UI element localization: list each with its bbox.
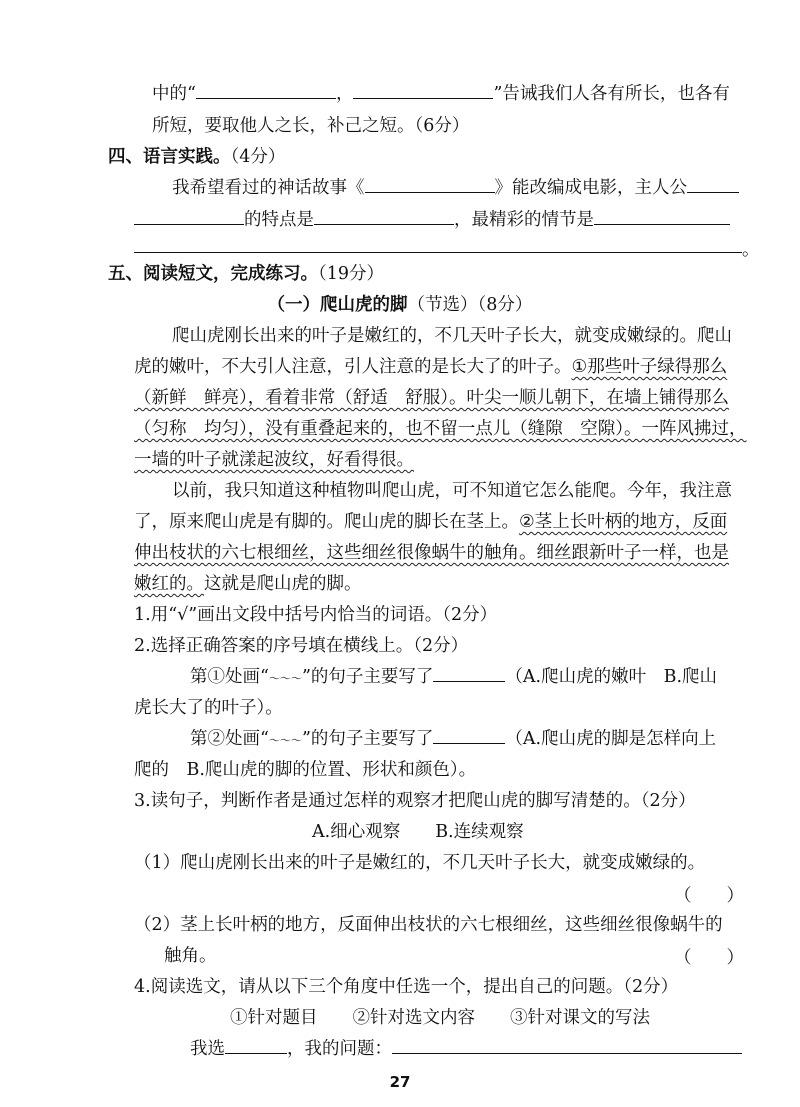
question-1: 1.用“√”画出文段中括号内恰当的词语。（2分）: [134, 605, 498, 625]
passage-line: 爬山虎刚长出来的叶子是嫩红的，不几天叶子长大，就变成嫩绿的。爬山: [172, 326, 732, 346]
passage-line: 了，原来爬山虎是有脚的。爬山虎的脚长在茎上。②茎上长叶柄的地方，反面: [134, 512, 728, 532]
passage-line: （新鲜 鲜亮），看着非常（舒适 舒服）。叶尖一顺儿朝下，在墙上铺得那么: [134, 388, 729, 408]
passage-line: 伸出枝状的六七根细丝，这些细丝很像蜗牛的触角。细丝跟新叶子一样，也是: [134, 543, 729, 563]
passage-line: 以前，我只知道这种植物叫爬山虎，可不知道它怎么能爬。今年，我注意: [172, 481, 732, 501]
question-2a: 第①处画“～～～”的句子主要写了 （A.爬山虎的嫩叶 B.爬山: [190, 667, 718, 687]
question-3-item-1: （1）爬山虎刚长出来的叶子是嫩红的，不几天叶子长大，就变成嫩绿的。: [134, 853, 706, 873]
section-4-heading: 四、语言实践。（4分）: [108, 147, 286, 167]
text-line-4: 的特点是 ，最精彩的情节是: [134, 208, 730, 232]
question-4-answer: 我选 ，我的问题：: [190, 1037, 742, 1061]
question-3-item-2: （2）茎上长叶柄的地方，反面伸出枝状的六七根细丝，这些细丝很像蜗牛的: [134, 915, 723, 935]
answer-blank[interactable]: [314, 224, 454, 225]
question-3-item-2-cont: 触角。: [164, 946, 217, 966]
passage-line: 一墙的叶子就漾起波纹，好看得很。: [134, 450, 414, 470]
answer-blank[interactable]: [365, 192, 495, 193]
answer-parentheses[interactable]: （ ）: [674, 886, 744, 906]
answer-blank[interactable]: [196, 98, 336, 99]
text-line-1: 中的“ ， ”告诫我们人各有所长，也各有: [152, 84, 730, 104]
question-2a-cont: 虎长大了的叶子）。: [134, 698, 283, 718]
question-2: 2.选择正确答案的序号填在横线上。（2分）: [134, 636, 469, 656]
answer-blank[interactable]: [687, 192, 739, 193]
passage-line: （匀称 均匀），没有重叠起来的，也不留一点儿（缝隙 空隙）。一阵风拂过，: [134, 419, 747, 439]
text-line-2: 所短，要取他人之长，补己之短。（6分）: [152, 116, 470, 136]
answer-line[interactable]: [134, 252, 742, 253]
line-end-period: 。: [742, 240, 760, 260]
text-line-3: 我希望看过的神话故事《 》能改编成电影，主人公: [172, 176, 739, 200]
question-2b: 第②处画“～～～”的句子主要写了 （A.爬山虎的脚是怎样向上: [190, 729, 717, 749]
passage-line: 嫩红的。这就是爬山虎的脚。: [134, 574, 362, 594]
answer-blank[interactable]: [353, 98, 493, 99]
question-3: 3.读句子，判断作者是通过怎样的观察才把爬山虎的脚写清楚的。（2分）: [134, 791, 696, 811]
answer-blank[interactable]: [392, 1053, 742, 1054]
question-4-options: ①针对题目 ②针对选文内容 ③针对课文的写法: [230, 1008, 650, 1028]
answer-blank[interactable]: [433, 681, 505, 682]
section-5-heading: 五、阅读短文，完成练习。（19分）: [108, 264, 385, 284]
answer-parentheses[interactable]: （ ）: [674, 948, 744, 968]
passage-title: （一）爬山虎的脚（节选）（8分）: [267, 295, 533, 315]
question-4: 4.阅读选文，请从以下三个角度中任选一个，提出自己的问题。（2分）: [134, 977, 679, 997]
answer-blank[interactable]: [433, 743, 505, 744]
answer-blank[interactable]: [225, 1053, 287, 1054]
question-2b-cont: 爬的 B.爬山虎的脚的位置、形状和颜色）。: [134, 760, 477, 780]
answer-blank[interactable]: [594, 224, 730, 225]
page-number: 27: [389, 1073, 411, 1091]
passage-line: 虎的嫩叶，不大引人注意，引人注意的是长大了的叶子。①那些叶子绿得那么: [134, 357, 728, 377]
answer-blank[interactable]: [134, 224, 244, 225]
question-3-options: A.细心观察 B.连续观察: [312, 822, 524, 842]
